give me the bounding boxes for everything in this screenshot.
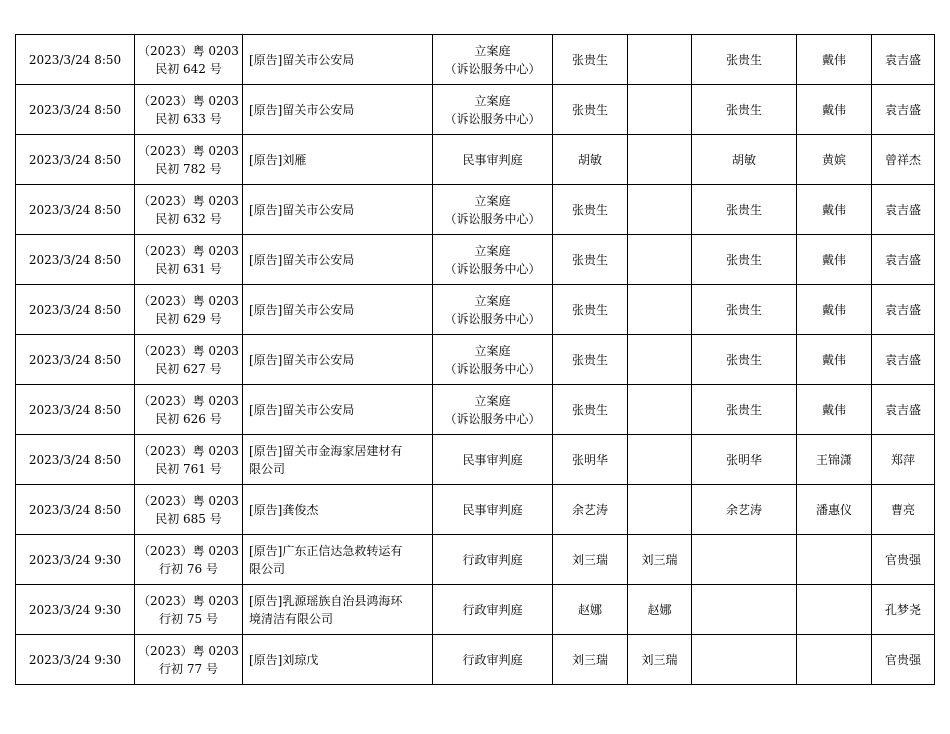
court-text: （诉讼服务中心） (444, 211, 541, 226)
judge-member-cell (692, 535, 797, 585)
party-text: [原告]留关市公安局 (249, 202, 355, 217)
party-text: [原告]留关市公安局 (249, 52, 355, 67)
hearing-time-cell (16, 585, 135, 635)
clerk-cell (872, 185, 935, 235)
panel-member-cell (797, 285, 872, 335)
case-number-text: （2023）粤 0203 (138, 493, 239, 508)
case-number-text: 行初 75 号 (159, 611, 218, 626)
judge-assistant-cell (628, 85, 692, 135)
table-row (16, 535, 935, 585)
case-number-cell (135, 535, 243, 585)
judge-assistant-text: 刘三瑞 (641, 652, 678, 667)
presiding-judge-text: 张贵生 (571, 202, 608, 217)
case-number-text: （2023）粤 0203 (138, 393, 239, 408)
judge-member-text: 张贵生 (725, 102, 762, 117)
party-text: [原告]乳源瑶族自治县鸿海环 (249, 593, 403, 608)
hearing-time-text: 2023/3/24 8:50 (28, 252, 122, 267)
court-text: 立案庭 (474, 243, 511, 258)
hearing-time-text: 2023/3/24 8:50 (28, 502, 122, 517)
panel-member-text: 戴伟 (821, 52, 846, 67)
presiding-judge-text: 胡敏 (577, 152, 602, 167)
clerk-text: 袁吉盛 (884, 252, 921, 267)
court-text: （诉讼服务中心） (444, 261, 541, 276)
panel-member-text: 戴伟 (821, 102, 846, 117)
panel-member-cell (797, 185, 872, 235)
clerk-text: 袁吉盛 (884, 352, 921, 367)
hearing-time-text: 2023/3/24 8:50 (28, 302, 122, 317)
hearing-time-text: 2023/3/24 9:30 (28, 552, 122, 567)
panel-member-cell (797, 635, 872, 685)
judge-member-text: 余艺涛 (725, 502, 762, 517)
case-number-text: （2023）粤 0203 (138, 293, 239, 308)
party-text: 限公司 (249, 461, 286, 476)
party-cell (243, 635, 433, 685)
table-row (16, 185, 935, 235)
clerk-cell (872, 335, 935, 385)
hearing-time-cell (16, 35, 135, 85)
court-text: 行政审判庭 (462, 602, 523, 617)
table-row (16, 235, 935, 285)
panel-member-cell (797, 485, 872, 535)
case-number-cell (135, 635, 243, 685)
presiding-judge-cell (553, 335, 628, 385)
court-cell (433, 85, 553, 135)
hearing-time-cell (16, 135, 135, 185)
panel-member-text: 潘惠仪 (815, 502, 852, 517)
party-text: [原告]留关市金海家居建材有 (249, 443, 403, 458)
presiding-judge-cell (553, 485, 628, 535)
judge-assistant-cell (628, 35, 692, 85)
court-text: 民事审判庭 (462, 452, 523, 467)
case-number-text: （2023）粤 0203 (138, 343, 239, 358)
party-text: [原告]刘琼戊 (249, 652, 319, 667)
party-text: 限公司 (249, 561, 286, 576)
party-cell (243, 185, 433, 235)
case-number-cell (135, 235, 243, 285)
case-number-text: 行初 77 号 (159, 661, 218, 676)
court-cell (433, 385, 553, 435)
hearing-time-cell (16, 385, 135, 435)
court-text: （诉讼服务中心） (444, 411, 541, 426)
panel-member-cell (797, 135, 872, 185)
hearing-time-text: 2023/3/24 8:50 (28, 452, 122, 467)
case-number-text: （2023）粤 0203 (138, 93, 239, 108)
case-number-text: 民初 626 号 (155, 411, 222, 426)
presiding-judge-cell (553, 635, 628, 685)
judge-member-text: 张贵生 (725, 202, 762, 217)
panel-member-text: 戴伟 (821, 252, 846, 267)
party-text: [原告]龚俊杰 (249, 502, 319, 517)
presiding-judge-cell (553, 135, 628, 185)
judge-member-cell (692, 485, 797, 535)
judge-assistant-cell (628, 385, 692, 435)
court-cell (433, 435, 553, 485)
hearing-time-text: 2023/3/24 9:30 (28, 602, 122, 617)
judge-member-cell (692, 385, 797, 435)
case-number-text: 民初 761 号 (155, 461, 222, 476)
clerk-text: 袁吉盛 (884, 52, 921, 67)
court-cell (433, 285, 553, 335)
clerk-cell (872, 85, 935, 135)
hearing-time-text: 2023/3/24 8:50 (28, 152, 122, 167)
party-text: [原告]留关市公安局 (249, 302, 355, 317)
hearing-time-cell (16, 235, 135, 285)
table-row (16, 385, 935, 435)
presiding-judge-cell (553, 435, 628, 485)
table-row (16, 585, 935, 635)
judge-assistant-cell (628, 585, 692, 635)
case-number-cell (135, 385, 243, 435)
case-number-text: （2023）粤 0203 (138, 143, 239, 158)
judge-member-cell (692, 235, 797, 285)
hearing-time-text: 2023/3/24 8:50 (28, 202, 122, 217)
clerk-cell (872, 435, 935, 485)
case-number-text: （2023）粤 0203 (138, 593, 239, 608)
judge-assistant-cell (628, 435, 692, 485)
panel-member-text: 黄嫔 (821, 152, 846, 167)
judge-assistant-text: 刘三瑞 (641, 552, 678, 567)
panel-member-text: 王锦潇 (815, 452, 852, 467)
presiding-judge-text: 张明华 (571, 452, 608, 467)
hearing-time-cell (16, 435, 135, 485)
case-number-cell (135, 435, 243, 485)
hearing-time-text: 2023/3/24 8:50 (28, 102, 122, 117)
hearing-time-cell (16, 185, 135, 235)
court-cell (433, 535, 553, 585)
hearing-time-text: 2023/3/24 8:50 (28, 352, 122, 367)
court-cell (433, 235, 553, 285)
party-cell (243, 285, 433, 335)
presiding-judge-text: 刘三瑞 (571, 652, 608, 667)
court-cell (433, 635, 553, 685)
case-number-text: 民初 685 号 (155, 511, 222, 526)
panel-member-text: 戴伟 (821, 402, 846, 417)
presiding-judge-text: 张贵生 (571, 102, 608, 117)
clerk-cell (872, 135, 935, 185)
hearing-time-cell (16, 535, 135, 585)
party-cell (243, 485, 433, 535)
court-text: 立案庭 (474, 193, 511, 208)
judge-member-cell (692, 635, 797, 685)
party-text: [原告]广东正信达急救转运有 (249, 543, 403, 558)
clerk-cell (872, 285, 935, 335)
party-cell (243, 535, 433, 585)
table-row (16, 635, 935, 685)
judge-member-cell (692, 285, 797, 335)
panel-member-text: 戴伟 (821, 202, 846, 217)
table-row (16, 135, 935, 185)
case-number-text: 民初 631 号 (155, 261, 222, 276)
clerk-cell (872, 585, 935, 635)
hearing-time-text: 2023/3/24 8:50 (28, 52, 122, 67)
judge-assistant-cell (628, 485, 692, 535)
hearing-time-text: 2023/3/24 9:30 (28, 652, 122, 667)
court-text: 立案庭 (474, 93, 511, 108)
presiding-judge-text: 张贵生 (571, 352, 608, 367)
clerk-cell (872, 485, 935, 535)
presiding-judge-text: 张贵生 (571, 52, 608, 67)
clerk-text: 袁吉盛 (884, 202, 921, 217)
presiding-judge-cell (553, 535, 628, 585)
judge-member-cell (692, 335, 797, 385)
party-text: 境清洁有限公司 (249, 611, 334, 626)
case-number-text: （2023）粤 0203 (138, 243, 239, 258)
court-text: 行政审判庭 (462, 652, 523, 667)
party-cell (243, 385, 433, 435)
case-number-text: 民初 627 号 (155, 361, 222, 376)
table-row (16, 485, 935, 535)
presiding-judge-text: 张贵生 (571, 402, 608, 417)
court-cell (433, 135, 553, 185)
case-number-cell (135, 485, 243, 535)
court-text: 民事审判庭 (462, 152, 523, 167)
judge-member-text: 张贵生 (725, 352, 762, 367)
presiding-judge-text: 赵娜 (577, 602, 602, 617)
clerk-text: 曾祥杰 (884, 152, 921, 167)
hearing-time-text: 2023/3/24 8:50 (28, 402, 122, 417)
case-number-text: 民初 629 号 (155, 311, 222, 326)
judge-member-cell (692, 585, 797, 635)
case-number-cell (135, 585, 243, 635)
presiding-judge-cell (553, 35, 628, 85)
presiding-judge-cell (553, 585, 628, 635)
judge-assistant-cell (628, 285, 692, 335)
case-number-text: 民初 782 号 (155, 161, 222, 176)
party-cell (243, 235, 433, 285)
court-cell (433, 35, 553, 85)
case-number-cell (135, 135, 243, 185)
case-number-cell (135, 35, 243, 85)
clerk-text: 孔梦尧 (884, 602, 921, 617)
judge-member-cell (692, 135, 797, 185)
panel-member-cell (797, 235, 872, 285)
judge-member-cell (692, 85, 797, 135)
party-cell (243, 85, 433, 135)
case-number-cell (135, 335, 243, 385)
judge-member-cell (692, 35, 797, 85)
case-number-text: （2023）粤 0203 (138, 643, 239, 658)
case-number-text: 民初 633 号 (155, 111, 222, 126)
clerk-text: 官贵强 (884, 652, 921, 667)
case-number-text: （2023）粤 0203 (138, 543, 239, 558)
court-cell (433, 335, 553, 385)
judge-member-cell (692, 435, 797, 485)
court-text: （诉讼服务中心） (444, 311, 541, 326)
presiding-judge-text: 刘三瑞 (571, 552, 608, 567)
clerk-cell (872, 385, 935, 435)
table-row (16, 285, 935, 335)
party-cell (243, 435, 433, 485)
court-text: （诉讼服务中心） (444, 111, 541, 126)
presiding-judge-cell (553, 285, 628, 335)
hearing-time-cell (16, 485, 135, 535)
panel-member-text: 戴伟 (821, 302, 846, 317)
clerk-cell (872, 635, 935, 685)
party-cell (243, 585, 433, 635)
court-text: 民事审判庭 (462, 502, 523, 517)
party-cell (243, 35, 433, 85)
presiding-judge-cell (553, 185, 628, 235)
clerk-text: 郑萍 (890, 452, 915, 467)
case-number-cell (135, 185, 243, 235)
table-row (16, 85, 935, 135)
panel-member-cell (797, 85, 872, 135)
panel-member-text: 戴伟 (821, 352, 846, 367)
clerk-cell (872, 35, 935, 85)
table-row (16, 335, 935, 385)
judge-member-text: 张贵生 (725, 302, 762, 317)
hearing-time-cell (16, 635, 135, 685)
clerk-text: 袁吉盛 (884, 402, 921, 417)
judge-member-text: 张贵生 (725, 252, 762, 267)
clerk-text: 袁吉盛 (884, 302, 921, 317)
court-text: （诉讼服务中心） (444, 361, 541, 376)
case-number-text: （2023）粤 0203 (138, 193, 239, 208)
table-row (16, 435, 935, 485)
court-text: 立案庭 (474, 343, 511, 358)
court-cell (433, 585, 553, 635)
party-cell (243, 335, 433, 385)
judge-assistant-cell (628, 535, 692, 585)
party-text: [原告]留关市公安局 (249, 102, 355, 117)
case-number-text: 行初 76 号 (159, 561, 218, 576)
judge-member-text: 胡敏 (731, 152, 756, 167)
court-text: 立案庭 (474, 393, 511, 408)
presiding-judge-text: 张贵生 (571, 302, 608, 317)
court-text: 立案庭 (474, 293, 511, 308)
panel-member-cell (797, 535, 872, 585)
clerk-cell (872, 535, 935, 585)
hearing-time-cell (16, 335, 135, 385)
panel-member-cell (797, 435, 872, 485)
panel-member-cell (797, 335, 872, 385)
clerk-cell (872, 235, 935, 285)
party-cell (243, 135, 433, 185)
party-text: [原告]留关市公安局 (249, 402, 355, 417)
clerk-text: 袁吉盛 (884, 102, 921, 117)
judge-assistant-cell (628, 335, 692, 385)
judge-assistant-cell (628, 235, 692, 285)
presiding-judge-cell (553, 85, 628, 135)
judge-assistant-text: 赵娜 (647, 602, 672, 617)
case-number-cell (135, 85, 243, 135)
hearing-time-cell (16, 85, 135, 135)
case-number-text: 民初 632 号 (155, 211, 222, 226)
case-number-text: （2023）粤 0203 (138, 443, 239, 458)
party-text: [原告]留关市公安局 (249, 352, 355, 367)
panel-member-cell (797, 385, 872, 435)
judge-assistant-cell (628, 635, 692, 685)
party-text: [原告]留关市公安局 (249, 252, 355, 267)
court-text: （诉讼服务中心） (444, 61, 541, 76)
case-number-cell (135, 285, 243, 335)
judge-assistant-cell (628, 135, 692, 185)
presiding-judge-text: 张贵生 (571, 252, 608, 267)
clerk-text: 曹亮 (890, 502, 915, 517)
presiding-judge-text: 余艺涛 (571, 502, 608, 517)
clerk-text: 官贵强 (884, 552, 921, 567)
case-number-text: （2023）粤 0203 (138, 43, 239, 58)
panel-member-cell (797, 585, 872, 635)
case-number-text: 民初 642 号 (155, 61, 222, 76)
judge-member-cell (692, 185, 797, 235)
presiding-judge-cell (553, 235, 628, 285)
presiding-judge-cell (553, 385, 628, 435)
party-text: [原告]刘雁 (249, 152, 307, 167)
judge-member-text: 张贵生 (725, 402, 762, 417)
judge-member-text: 张贵生 (725, 52, 762, 67)
court-cell (433, 185, 553, 235)
court-text: 立案庭 (474, 43, 511, 58)
table-row (16, 35, 935, 85)
hearing-time-cell (16, 285, 135, 335)
court-cell (433, 485, 553, 535)
judge-assistant-cell (628, 185, 692, 235)
hearing-schedule-table (15, 34, 935, 685)
panel-member-cell (797, 35, 872, 85)
judge-member-text: 张明华 (725, 452, 762, 467)
court-text: 行政审判庭 (462, 552, 523, 567)
